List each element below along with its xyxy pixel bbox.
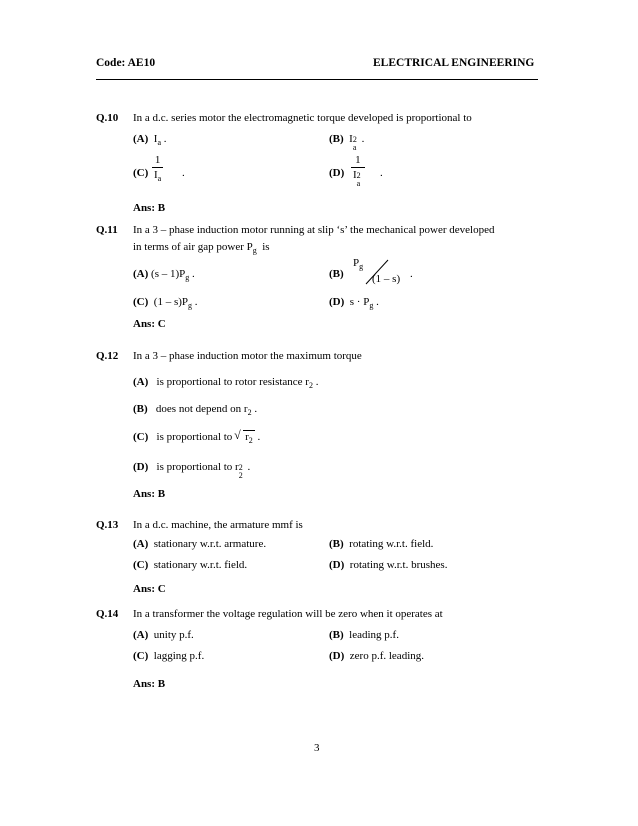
question-number: Q.11 [96, 224, 118, 236]
option-d: (D) $s \cdot P_g$ . [329, 296, 379, 311]
question-text-line-2: in terms of air gap power $P_g$ is [133, 241, 270, 256]
option-b: (B) rotating w.r.t. field. [329, 538, 434, 550]
option-d: (D) is proportional to r 2 2 . [133, 461, 251, 480]
question-text-line-1: In a 3 – phase induction motor running at slip ‘s’ the mechanical power developed [133, 224, 495, 236]
option-a: (A) is proportional to rotor resistance $r_2$ . [133, 376, 319, 391]
question-number: Q.13 [96, 519, 119, 531]
answer: Ans: C [133, 583, 166, 595]
sqrt-r2: √ $r_2$ [243, 430, 255, 445]
option-b-label: (B) [329, 268, 344, 280]
question-number: Q.12 [96, 350, 119, 362]
option-a: (A) stationary w.r.t. armature. [133, 538, 267, 550]
answer: Ans: B [133, 202, 166, 214]
option-a: (A) unity p.f. [133, 629, 194, 641]
question-number: Q.14 [96, 608, 119, 620]
option-c: (C) stationary w.r.t. field. [133, 559, 248, 571]
option-d-fraction: 1 I 2 a [351, 154, 365, 181]
option-b-numerator: $P_g$ [353, 257, 364, 272]
answer: Ans: B [133, 678, 166, 690]
question-number: Q.10 [96, 112, 119, 124]
answer: Ans: C [133, 318, 166, 330]
answer: Ans: B [133, 488, 166, 500]
option-c-label: (C) [133, 167, 149, 179]
option-c-fraction: 1 $I_a$ [154, 154, 162, 184]
option-b-period: . [410, 268, 413, 280]
option-c: (C) is proportional to √ $r_2$ . [133, 430, 260, 445]
question-text: In a 3 – phase induction motor the maximum torque [133, 350, 362, 362]
option-d: (D) rotating w.r.t. brushes. [329, 559, 448, 571]
option-b-denominator: (1 – s) [372, 273, 401, 285]
option-c: (C) $(1 - s)P_g$ . [133, 296, 198, 311]
option-b: (B) does not depend on $r_2$ . [133, 403, 258, 418]
option-c: (C) lagging p.f. [133, 650, 205, 662]
question-text: In a d.c. series motor the electromagnetic torque developed is proportional to [133, 112, 472, 124]
header-code: Code: AE10 [96, 57, 156, 69]
question-text: In a d.c. machine, the armature mmf is [133, 519, 303, 531]
option-a: (A) $I_a$ . [133, 133, 167, 148]
option-d-period: . [380, 167, 383, 179]
option-b: (B) I 2 a . [329, 133, 365, 152]
question-text: In a transformer the voltage regulation will be zero when it operates at [133, 608, 443, 620]
option-d: (D) zero p.f. leading. [329, 650, 424, 662]
option-b: (B) leading p.f. [329, 629, 399, 641]
option-d-label: (D) [329, 167, 345, 179]
header-divider [96, 79, 538, 80]
page-number: 3 [314, 742, 320, 754]
option-a: (A) $(s - 1)P_g$ . [133, 268, 195, 283]
header-subject: ELECTRICAL ENGINEERING [373, 57, 535, 69]
option-c-period: . [182, 167, 185, 179]
